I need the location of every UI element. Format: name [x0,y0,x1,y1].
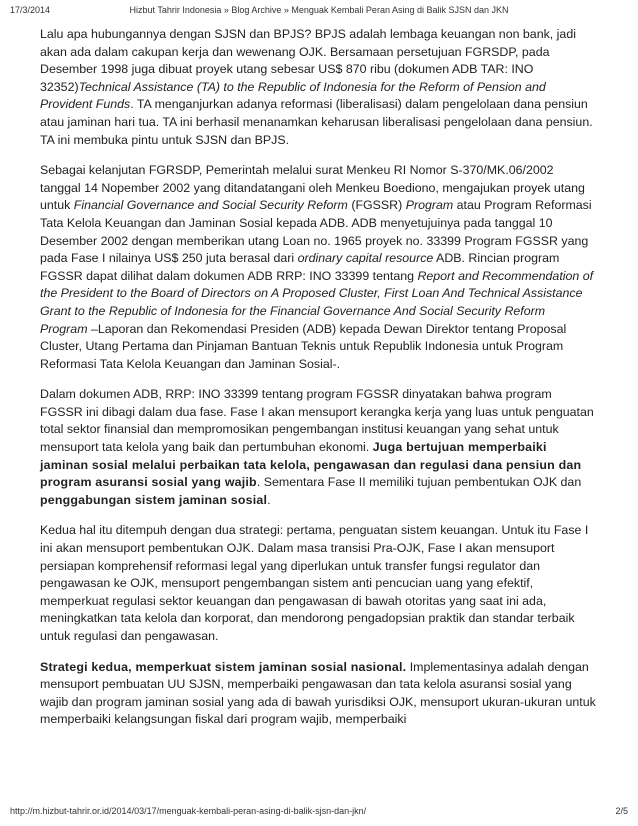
article-body [40,26,596,742]
print-date: 17/3/2014 [10,5,51,15]
footer-url: http://m.hizbut-tahrir.or.id/2014/03/17/menguak-kembali-peran-asing-di-balik-sjsn-dan-jkn/ [10,806,367,816]
print-header [10,5,628,19]
page-number: 2/5 [615,806,628,816]
print-footer [10,806,628,820]
paragraph-1: Lalu apa hubungannya dengan SJSN dan BPJS? BPJS adalah lembaga keuangan non bank, jadi akan ada dalam cakupan kerja dan wewenang OJK. Bersamaan persetujuan FGRSDP, pada Desember 1998 juga dibuat proyek utang sebesar US$ 870 ribu (dokumen ADB TAR: INO 32352)Technical Assistance (TA) to the Republic of Indonesia for the Reform of Pension and Provident Funds. TA menganjurkan adanya reformasi (liberalisasi) dalam pengelolaan dana pensiun atau jaminan hari tua. TA ini berhasil menanamkan keharusan liberalisasi pengelolaan dana pensiun. TA ini membuka pintu untuk SJSN dan BPJS. [40,27,593,147]
paragraph-2: Sebagai kelanjutan FGRSDP, Pemerintah melalui surat Menkeu RI Nomor S-370/MK.06/2002 tanggal 14 Nopember 2002 yang ditandatangani oleh Menkeu Boediono, mengajukan proyek utang untuk Financial Governance and Social Security Reform (FGSSR) Program atau Program Reformasi Tata Kelola Keuangan dan Jaminan Sosial kepada ADB. ADB menyetujuinya pada tanggal 10 Desember 2002 dengan memberikan utang Loan no. 1965 proyek no. 33399 Program FGSSR yang pada Fase I nilainya US$ 250 juta berasal dari ordinary capital resource ADB. Rincian program FGSSR dapat dilihat dalam dokumen ADB RRP: INO 33399 tentang Report and Recommendation of the President to the Board of Directors on A Proposed Cluster, First Loan And Technical Assistance Grant to the Republic of Indonesia for the Financial Governance And Social Security Reform Program –Laporan dan Rekomendasi Presiden (ADB) kepada Dewan Direktor tentang Proposal Cluster, Utang Pertama dan Pinjaman Bantuan Teknis untuk Republik Indonesia untuk Program Reformasi Tata Kelola Keuangan dan Jaminan Sosial-. [40,163,594,371]
print-page-title: Hizbut Tahrir Indonesia » Blog Archive » Menguak Kembali Peran Asing di Balik SJSN dan JKN [129,5,509,15]
paragraph-3: Dalam dokumen ADB, RRP: INO 33399 tentang program FGSSR dinyatakan bahwa program FGSSR ini dibagi dalam dua fase. Fase I akan mensuport kerangka kerja yang luas untuk penguatan total sektor finansial dan mempromosikan pengembangan institusi keuangan yang sehat untuk mensuport tata kelola yang baik dan pertumbuhan ekonomi. Juga bertujuan memperbaiki jaminan sosial melalui perbaikan tata kelola, pengawasan dan regulasi dana pensiun dan program asuransi sosial yang wajib. Sementara Fase II memiliki tujuan pembentukan OJK dan penggabungan sistem jaminan sosial. [40,387,594,507]
paragraph-4: Kedua hal itu ditempuh dengan dua strategi: pertama, penguatan sistem keuangan. Untuk itu Fase I ini akan mensuport pembentukan OJK. Dalam masa transisi Pra-OJK, Fase I akan mensuport persiapan komprehensif reformasi legal yang diperlukan untuk transfer fungsi regulator dan pengawasan ke OJK, mensuport pengembangan sistem anti pencucian uang yang efektif, memperkuat regulasi sektor keuangan dan pengawasan di bawah otoritas yang saat ini ada, meningkatkan tata kelola dan korporat, dan mendorong pengadopsian praktik dan standar terbaik untuk regulasi dan pengawasan. [40,523,589,643]
paragraph-5: Strategi kedua, memperkuat sistem jaminan sosial nasional. Implementasinya adalah dengan mensuport pembuatan UU SJSN, memperbaiki pengawasan dan tata kelola asuransi sosial yang wajib dan program jaminan sosial yang ada di bawah yurisdiksi OJK, mensuport ukuran-ukuran untuk memperbaiki kelangsungan fiskal dari program wajib, memperbaiki [40,659,596,727]
